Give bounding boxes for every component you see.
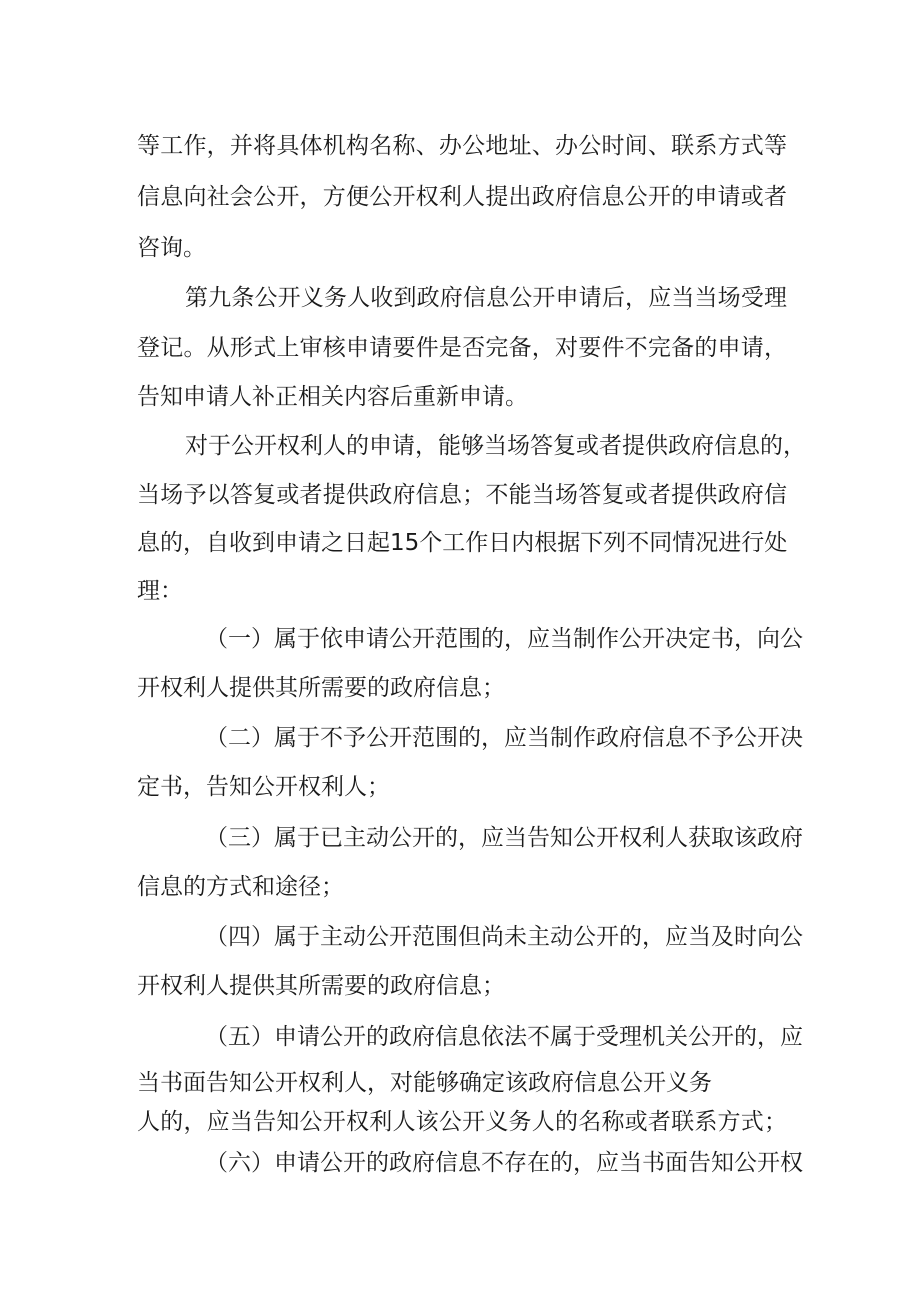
text-line: 信息向社会公开，方便公开权利人提出政府信息公开的申请或者	[137, 184, 787, 210]
text-line: （五）申请公开的政府信息依法不属于受理机关公开的，应	[205, 1024, 803, 1050]
text-line: 理：	[137, 578, 183, 604]
text-line: （一）属于依申请公开范围的，应当制作公开决定书，向公	[205, 626, 803, 652]
text-line: 等工作，并将具体机构名称、办公地址、办公时间、联系方式等	[137, 133, 787, 159]
text-line: （三）属于已主动公开的，应当告知公开权利人获取该政府	[205, 825, 803, 851]
text-line: 当场予以答复或者提供政府信息；不能当场答复或者提供政府信	[137, 482, 787, 508]
text-line: 信息的方式和途径；	[137, 874, 344, 900]
text-line: 第九条公开义务人收到政府信息公开申请后，应当当场受理	[185, 285, 787, 311]
text-line: 人的，应当告知公开权利人该公开义务人的名称或者联系方式；	[137, 1109, 787, 1135]
text-line: 当书面告知公开权利人，对能够确定该政府信息公开义务	[137, 1070, 712, 1096]
text-line: 息的，自收到申请之日起15个工作日内根据下列不同情况进行处	[137, 530, 788, 556]
text-line: 告知申请人补正相关内容后重新申请。	[137, 384, 528, 410]
text-line: 定书，告知公开权利人；	[137, 774, 390, 800]
text-line: 开权利人提供其所需要的政府信息；	[137, 675, 505, 701]
text-line: （四）属于主动公开范围但尚未主动公开的，应当及时向公	[205, 924, 803, 950]
text-line: 登记。从形式上审核申请要件是否完备，对要件不完备的申请，	[137, 335, 787, 361]
text-line: （六）申请公开的政府信息不存在的，应当书面告知公开权	[205, 1150, 803, 1176]
text-line: 开权利人提供其所需要的政府信息；	[137, 973, 505, 999]
text-line: 对于公开权利人的申请，能够当场答复或者提供政府信息的，	[185, 433, 806, 459]
text-line: （二）属于不予公开范围的，应当制作政府信息不予公开决	[205, 725, 803, 751]
text-line: 咨询。	[137, 235, 206, 261]
